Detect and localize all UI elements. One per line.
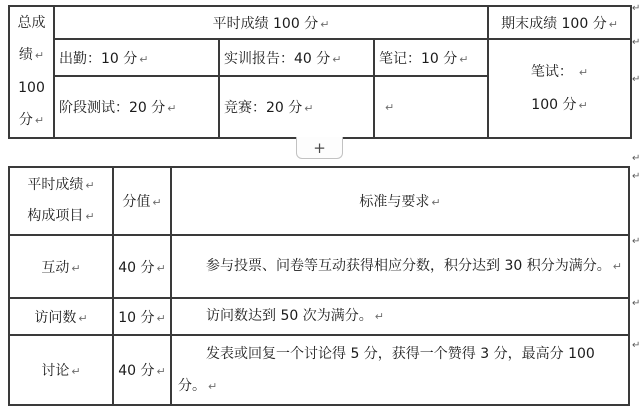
notes-cell: 笔记：10 分 ↵ (374, 39, 488, 76)
component-header-cell (9, 167, 113, 235)
paragraph-mark-icon: ↵ (34, 114, 45, 127)
criteria-cell-interaction: 参与投票、问卷等互动获得相应分数，积分达到 30 积分为满分。 ↵ (171, 235, 629, 298)
paragraph-mark-icon: ↵ (152, 196, 162, 209)
written-exam-label-line: 笔试： ↵ (530, 63, 589, 80)
paragraph-mark-icon: ↵ (34, 49, 45, 62)
total-score-line3: 100 (18, 80, 45, 96)
final-score-header-cell (488, 6, 631, 39)
table-row (9, 235, 629, 298)
paragraph-mark-icon: ↵ (578, 98, 588, 112)
insert-plus-button[interactable] (296, 137, 343, 159)
total-score-line1: 总成 (17, 15, 46, 31)
row-end-mark: ↵ (632, 171, 640, 182)
stage-test-cell: 阶段测试：20 分 ↵ (54, 76, 219, 138)
row-end-mark: ↵ (632, 74, 640, 85)
score-cell-visits: 10 分 ↵ (113, 298, 171, 335)
total-score-cell (9, 6, 54, 138)
training-report-cell: 实训报告：40 分 ↵ (219, 39, 374, 76)
paragraph-mark-icon: ↵ (139, 52, 149, 66)
grade-overview-table (8, 5, 632, 139)
final-score-header: 期末成绩 100 分 (501, 15, 607, 32)
paragraph-mark-icon: ↵ (85, 210, 95, 223)
row-end-mark: ↵ (632, 298, 640, 309)
paragraph-mark-icon: ↵ (85, 179, 95, 192)
paragraph-mark-icon: ↵ (71, 365, 81, 378)
total-score-line4: 分 ↵ (18, 112, 45, 128)
paragraph-mark-icon: ↵ (608, 17, 618, 31)
plus-icon: + (313, 138, 326, 157)
paragraph-mark-icon: ↵ (374, 310, 384, 323)
criteria-header-cell: 标准与要求 ↵ (171, 167, 629, 235)
row-end-mark: ↵ (632, 236, 640, 247)
regular-grade-table (8, 166, 630, 406)
written-exam-score-line: 100 分 ↵ (531, 96, 588, 113)
table-row (9, 335, 629, 405)
score-header-cell: 分值 ↵ (113, 167, 171, 235)
paragraph-mark-icon: ↵ (156, 365, 166, 378)
paragraph-mark-icon: ↵ (612, 260, 622, 273)
paragraph-mark-icon: ↵ (385, 101, 395, 114)
paragraph-mark-icon: ↵ (71, 261, 81, 275)
criteria-cell-visits: 访问数达到 50 次为满分。 ↵ (171, 298, 629, 335)
regular-score-header-cell (54, 6, 488, 39)
paragraph-mark-icon: ↵ (320, 17, 330, 31)
total-score-line2: 绩 ↵ (18, 47, 45, 63)
paragraph-mark-icon: ↵ (208, 379, 218, 393)
attendance-cell: 出勤：10 分 ↵ (54, 39, 219, 76)
row-end-mark: ↵ (632, 153, 640, 164)
item-cell-discussion: 讨论 ↵ (9, 335, 113, 405)
paragraph-mark-icon: ↵ (578, 65, 589, 79)
paragraph-mark-icon: ↵ (332, 52, 342, 66)
table-row (9, 298, 629, 335)
row-end-mark: ↵ (632, 3, 640, 14)
empty-cell (374, 76, 488, 138)
paragraph-mark-icon: ↵ (459, 52, 469, 66)
competition-cell: 竞赛：20 分 ↵ (219, 76, 374, 138)
row-end-mark: ↵ (632, 37, 640, 48)
regular-score-header: 平时成绩 100 分 (212, 15, 319, 32)
score-cell-interaction: 40 分 ↵ (113, 235, 171, 298)
score-cell-discussion: 40 分 ↵ (113, 335, 171, 405)
component-header-line2: 构成项目 ↵ (27, 208, 95, 224)
component-header-line1: 平时成绩 ↵ (27, 177, 95, 193)
criteria-cell-discussion: 发表或回复一个讨论得 5 分，获得一个赞得 3 分，最高分 100 分。 ↵ (171, 335, 629, 405)
paragraph-mark-icon: ↵ (156, 311, 166, 325)
paragraph-mark-icon: ↵ (304, 102, 314, 115)
written-exam-cell (488, 39, 631, 138)
item-cell-interaction: 互动 ↵ (9, 235, 113, 298)
paragraph-mark-icon: ↵ (167, 102, 177, 115)
paragraph-mark-icon: ↵ (431, 196, 441, 209)
paragraph-mark-icon: ↵ (78, 311, 88, 325)
paragraph-mark-icon: ↵ (156, 261, 166, 275)
row-end-mark: ↵ (632, 340, 640, 351)
item-cell-visits: 访问数 ↵ (9, 298, 113, 335)
